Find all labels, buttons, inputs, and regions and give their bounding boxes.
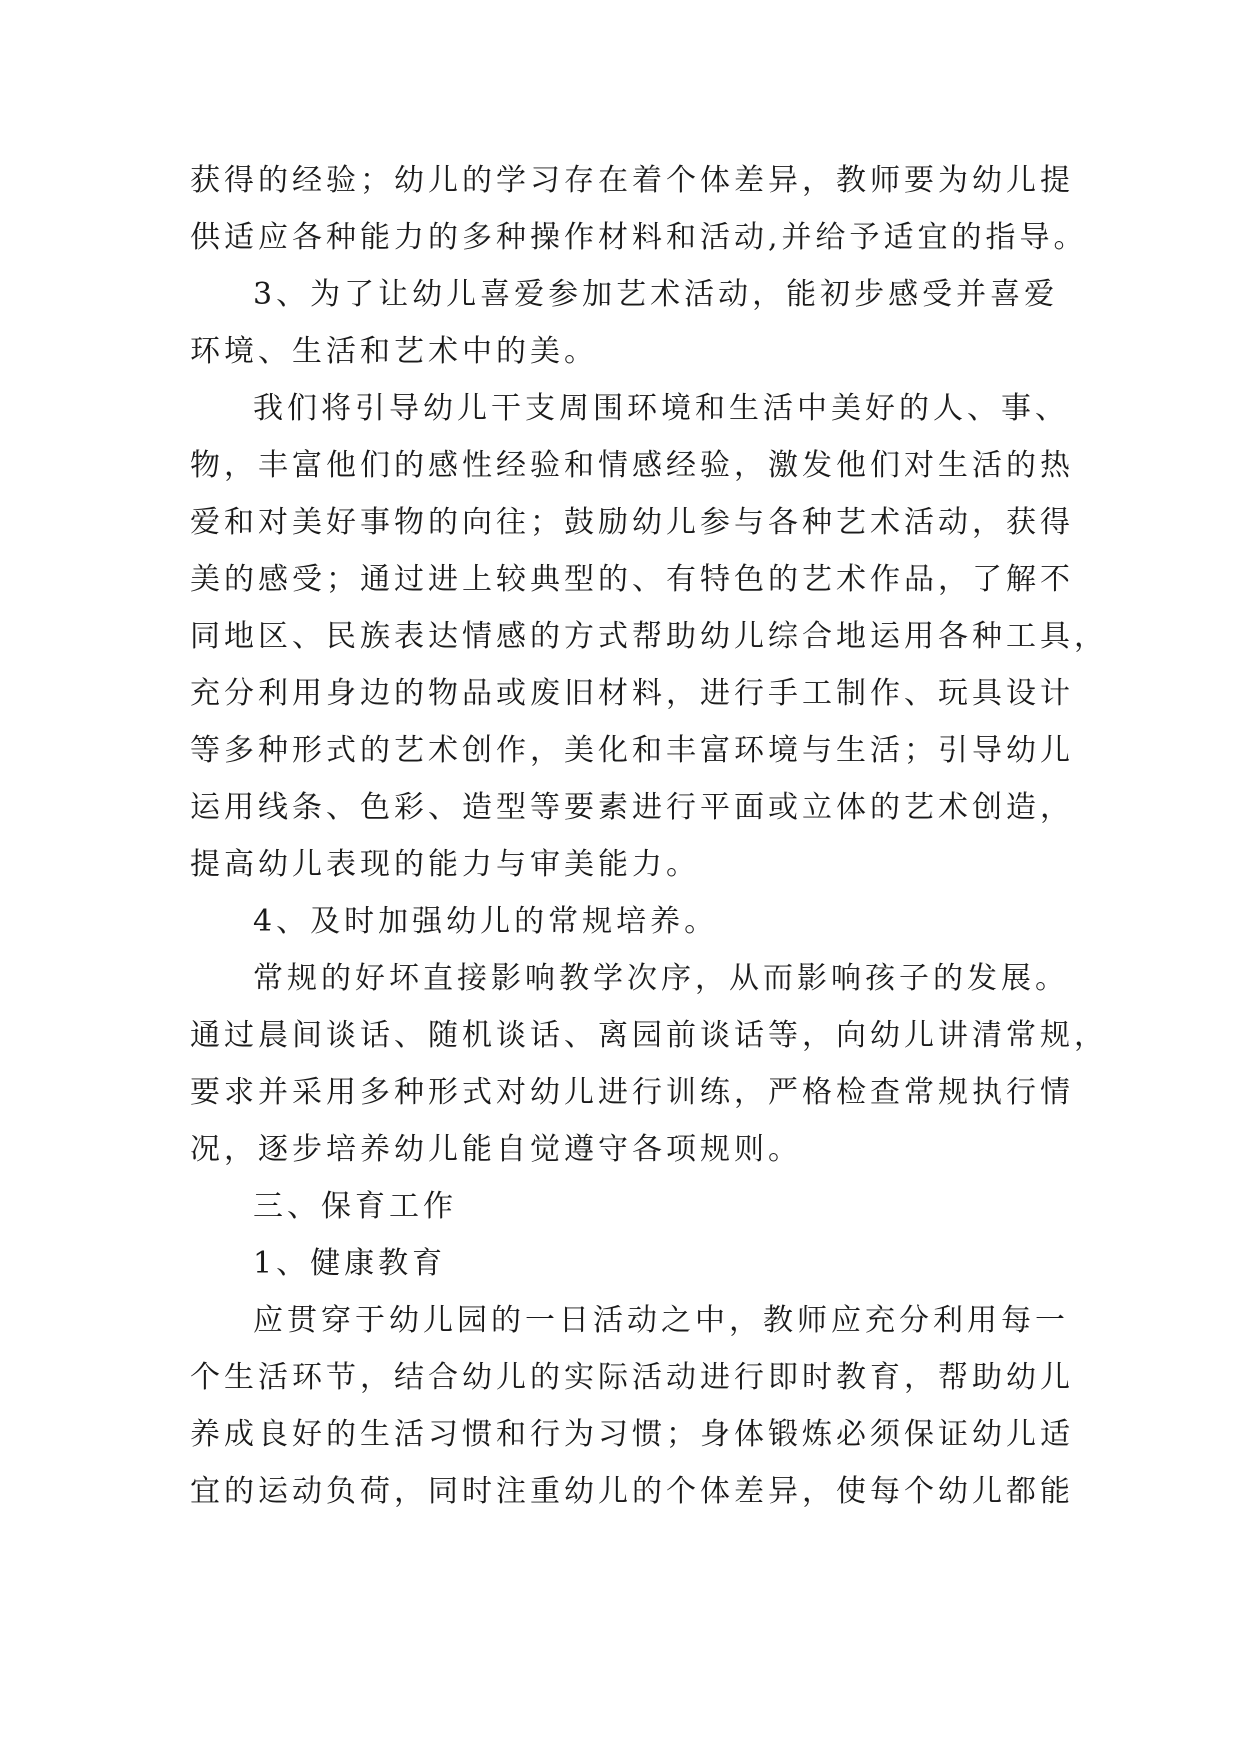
text-line: 个生活环节，结合幼儿的实际活动进行即时教育，帮助幼儿 [190, 1360, 1074, 1395]
text-line: 4、及时加强幼儿的常规培养。 [253, 904, 719, 939]
text-line: 环境、生活和艺术中的美。 [190, 334, 598, 369]
text-line: 同地区、民族表达情感的方式帮助幼儿综合地运用各种工具， [190, 619, 1108, 654]
text-line: 通过晨间谈话、随机谈话、离园前谈话等，向幼儿讲清常规， [190, 1018, 1108, 1053]
text-line: 常规的好坏直接影响教学次序，从而影响孩子的发展。 [253, 961, 1069, 996]
text-line: 运用线条、色彩、造型等要素进行平面或立体的艺术创造， [190, 790, 1074, 825]
text-line: 等多种形式的艺术创作，美化和丰富环境与生活；引导幼儿 [190, 733, 1074, 768]
text-line: 宜的运动负荷，同时注重幼儿的个体差异，使每个幼儿都能 [190, 1474, 1074, 1509]
section-heading: 三、保育工作 [253, 1189, 457, 1224]
text-line: 要求并采用多种形式对幼儿进行训练，严格检查常规执行情 [190, 1075, 1074, 1110]
subsection-heading: 1、健康教育 [253, 1246, 447, 1281]
text-line: 获得的经验；幼儿的学习存在着个体差异，教师要为幼儿提 [190, 163, 1074, 198]
text-line: 供适应各种能力的多种操作材料和活动,并给予适宜的指导。 [190, 220, 1088, 255]
text-line: 充分利用身边的物品或废旧材料，进行手工制作、玩具设计 [190, 676, 1074, 711]
text-line: 美的感受；通过进上较典型的、有特色的艺术作品，了解不 [190, 562, 1074, 597]
text-line: 况，逐步培养幼儿能自觉遵守各项规则。 [190, 1132, 802, 1167]
text-line: 我们将引导幼儿干支周围环境和生活中美好的人、事、 [253, 391, 1069, 426]
text-line: 提高幼儿表现的能力与审美能力。 [190, 847, 700, 882]
text-line: 物，丰富他们的感性经验和情感经验，激发他们对生活的热 [190, 448, 1074, 483]
text-line: 养成良好的生活习惯和行为习惯；身体锻炼必须保证幼儿适 [190, 1417, 1074, 1452]
text-line: 爱和对美好事物的向往；鼓励幼儿参与各种艺术活动，获得 [190, 505, 1074, 540]
text-line: 应贯穿于幼儿园的一日活动之中，教师应充分利用每一 [253, 1303, 1069, 1338]
text-line: 3、为了让幼儿喜爱参加艺术活动，能初步感受并喜爱 [253, 277, 1059, 312]
